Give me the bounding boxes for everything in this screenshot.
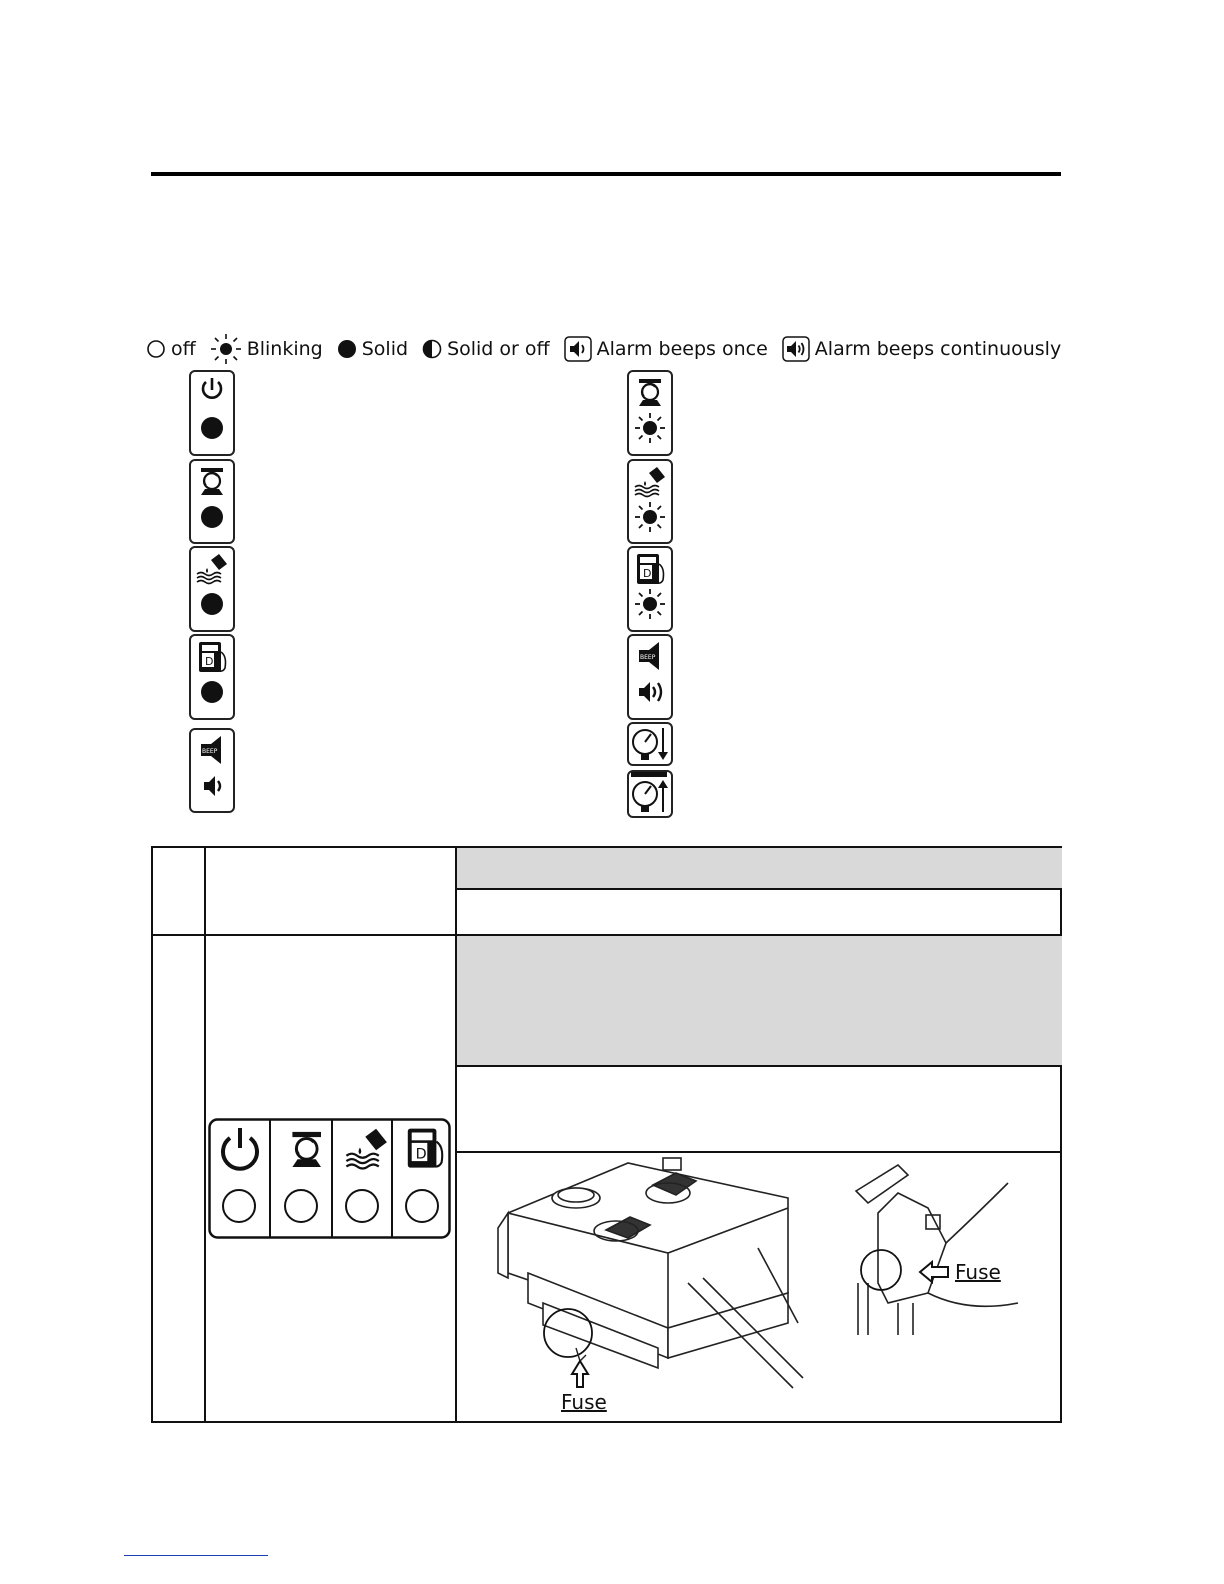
row-divider-b [457, 1065, 1062, 1067]
legend-label-off: off [171, 338, 196, 360]
detergent-icon [191, 548, 233, 588]
indicator-pressure-high [627, 770, 673, 818]
beep-speaker-icon [629, 636, 671, 676]
fuse-label-main: Fuse [561, 1390, 607, 1414]
indicator-pump-blinking [627, 370, 673, 456]
legend-label-solid-or-off: Solid or off [447, 338, 550, 360]
solid-dot-icon [191, 588, 233, 624]
row2-gray-cell [457, 936, 1062, 1065]
pressure-high-icon [629, 772, 671, 816]
alarm-continuous-icon [782, 336, 810, 362]
footer-link-underline [124, 1555, 268, 1556]
indicator-beep-once [189, 728, 235, 813]
control-panel-icons [208, 1118, 452, 1240]
pump-icon [191, 461, 233, 501]
legend-label-blinking: Blinking [246, 338, 323, 360]
indicator-detergent-blinking [627, 459, 673, 544]
legend-item-alarm-continuous [782, 336, 1061, 362]
indicator-dispenser-blinking [627, 546, 673, 632]
row-divider-main [153, 934, 1062, 936]
half-circle-icon [422, 339, 442, 359]
indicator-power-solid [189, 370, 235, 456]
solid-dot-icon [191, 412, 233, 448]
legend-item-alarm-once [564, 336, 768, 362]
legend-item-solid [337, 338, 408, 360]
legend-label-solid: Solid [361, 338, 409, 360]
row-divider-a [457, 888, 1062, 890]
legend-item-solid-or-off [422, 338, 550, 360]
troubleshooting-table [151, 846, 1062, 1423]
legend [146, 334, 1075, 364]
indicator-pressure-low [627, 722, 673, 766]
legend-label-alarm-once: Alarm beeps once [596, 338, 768, 360]
detergent-icon [629, 461, 671, 501]
solid-dot-icon [337, 339, 357, 359]
alarm-once-icon [191, 770, 233, 806]
indicator-dispenser-solid [189, 634, 235, 720]
indicator-pump-solid [189, 459, 235, 544]
legend-item-blinking [210, 333, 323, 365]
legend-label-alarm-continuous: Alarm beeps continuously [814, 338, 1062, 360]
off-circle-icon [146, 339, 166, 359]
blinking-icon [629, 412, 671, 448]
blinking-icon [210, 333, 242, 365]
blinking-icon [629, 501, 671, 537]
fuse-label-detail: Fuse [955, 1260, 1001, 1284]
dispenser-icon [191, 636, 233, 676]
power-icon [191, 372, 233, 412]
legend-item-off [146, 338, 196, 360]
pump-icon [629, 372, 671, 412]
solid-dot-icon [191, 501, 233, 537]
row1-gray-cell [457, 848, 1062, 888]
indicator-beep-continuous [627, 634, 673, 720]
beep-speaker-icon [191, 730, 233, 770]
blinking-icon [629, 588, 671, 624]
indicator-detergent-solid [189, 546, 235, 632]
pressure-low-icon [629, 724, 671, 764]
alarm-continuous-icon [629, 676, 671, 712]
header-rule [151, 172, 1061, 176]
solid-dot-icon [191, 676, 233, 712]
unit-fuse-illustration [458, 1153, 1062, 1423]
dispenser-icon [629, 548, 671, 588]
alarm-once-icon [564, 336, 592, 362]
